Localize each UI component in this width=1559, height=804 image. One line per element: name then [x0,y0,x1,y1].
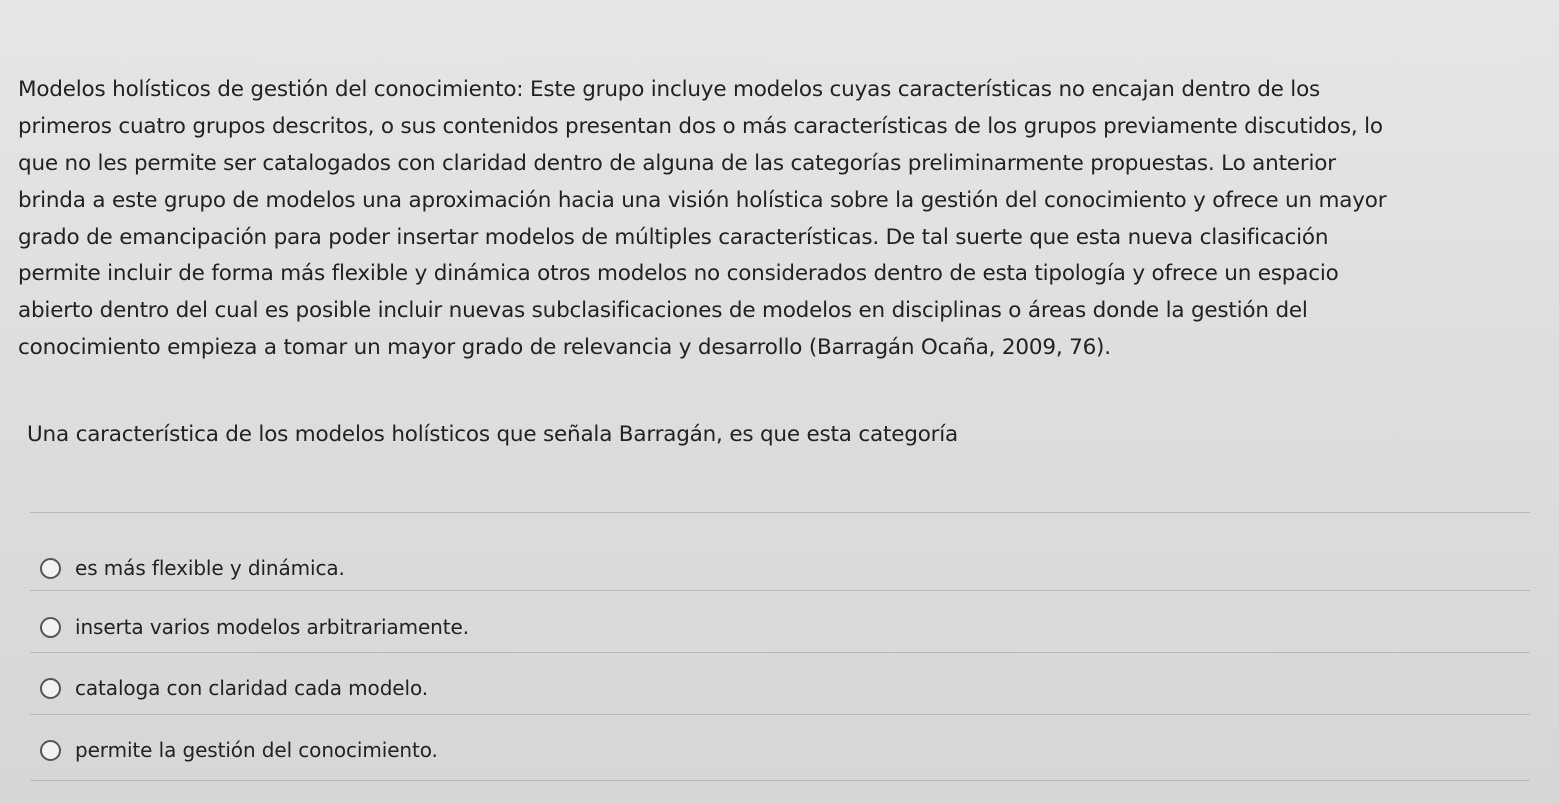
answer-option-label: inserta varios modelos arbitrariamente. [75,615,469,639]
answer-option-a[interactable] [40,548,345,588]
radio-button[interactable] [40,617,61,638]
divider [30,590,1530,591]
answer-option-label: permite la gestión del conocimiento. [75,738,438,762]
reading-passage [18,72,1538,367]
passage-line: primeros cuatro grupos descritos, o sus contenidos presentan dos o más características de los grupos previamente discutidos, lo [18,113,1383,139]
passage-line: que no les permite ser catalogados con claridad dentro de alguna de las categorías preliminarmente propuestas. Lo anterior [18,150,1336,176]
passage-line: permite incluir de forma más flexible y dinámica otros modelos no considerados dentro de esta tipología y ofrece un espacio [18,261,1339,287]
radio-button[interactable] [40,740,61,761]
divider [30,780,1530,781]
divider [30,714,1530,715]
passage-line: abierto dentro del cual es posible incluir nuevas subclasificaciones de modelos en disciplinas o áreas donde la gestión del [18,298,1308,324]
passage-line: brinda a este grupo de modelos una aproximación hacia una visión holística sobre la gestión del conocimiento y ofrece un mayor [18,187,1387,213]
answer-option-d[interactable] [40,730,438,770]
radio-button[interactable] [40,558,61,579]
question-prompt: Una característica de los modelos holísticos que señala Barragán, es que esta categoría [27,422,959,447]
answer-option-b[interactable] [40,607,469,647]
radio-button[interactable] [40,678,61,699]
passage-line: grado de emancipación para poder insertar modelos de múltiples características. De tal suerte que esta nueva clasificación [18,224,1329,250]
divider [30,512,1530,513]
answer-option-label: cataloga con claridad cada modelo. [75,676,428,700]
answer-option-label: es más flexible y dinámica. [75,556,345,580]
divider [30,652,1530,653]
answer-option-c[interactable] [40,668,428,708]
passage-line: conocimiento empieza a tomar un mayor grado de relevancia y desarrollo (Barragán Ocaña, 2009, 76). [18,335,1111,361]
passage-line: Modelos holísticos de gestión del conocimiento: Este grupo incluye modelos cuyas características no encajan dentro de los [18,77,1321,102]
